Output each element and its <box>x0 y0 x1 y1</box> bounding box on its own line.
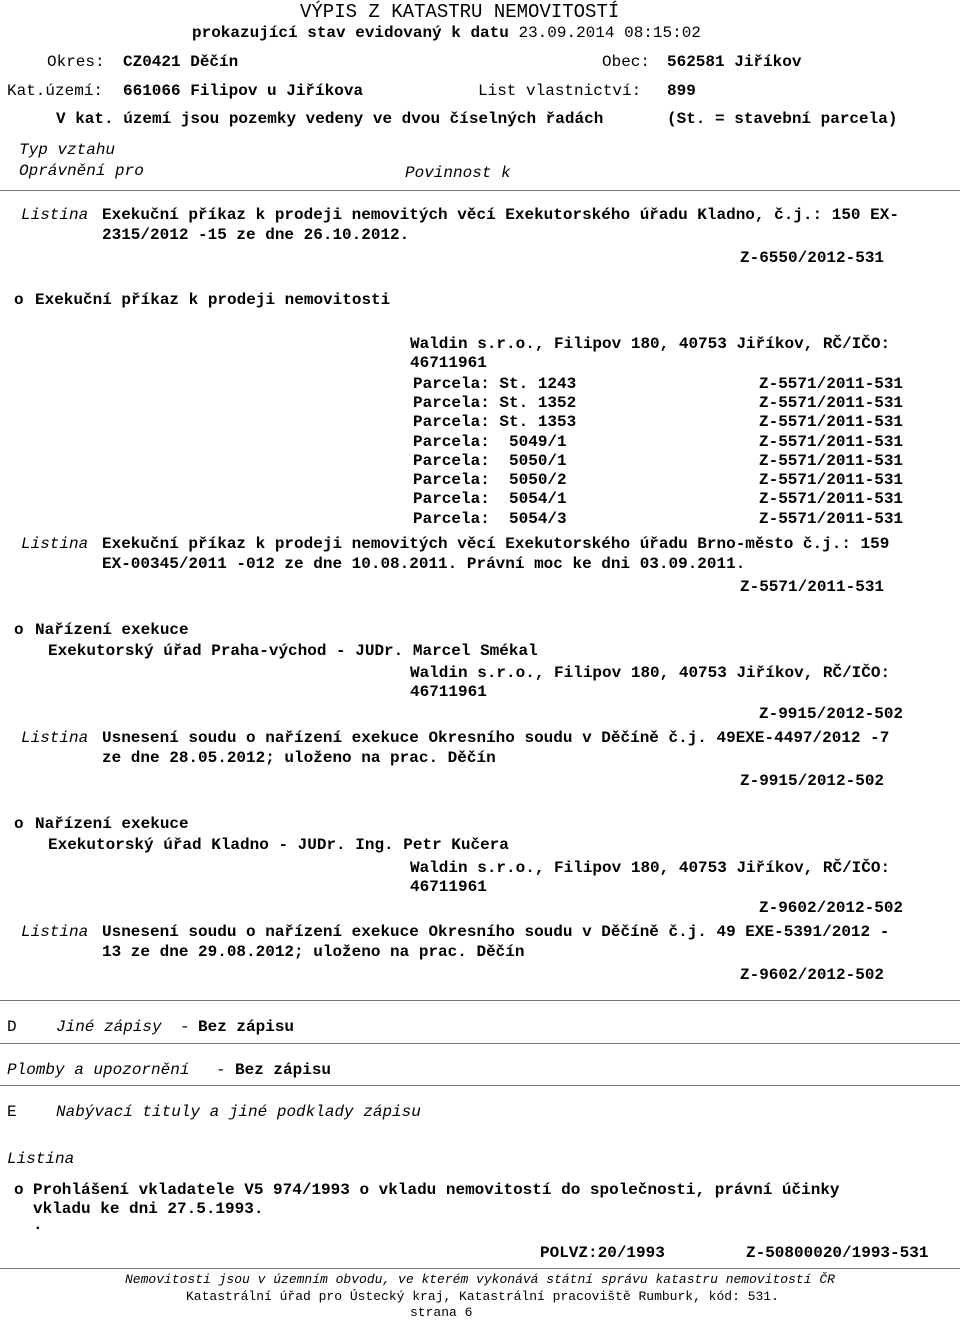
okres-label: Okres: <box>47 53 105 71</box>
parcel-label: Parcela: 5050/2 <box>413 471 567 489</box>
footer-line1: Nemovitosti jsou v územním obvodu, ve kterém vykonává státní správu katastru nemovitostí ČR <box>125 1272 835 1287</box>
section-d-value: Bez zápisu <box>198 1018 295 1036</box>
column-typ: Typ vztahu <box>19 141 116 159</box>
parcel-label: Parcela: 5054/1 <box>413 490 567 508</box>
entry3-heading: Nařízení exekuce <box>35 621 189 639</box>
obec-label: Obec: <box>602 53 651 71</box>
entry4-owner-ref: Z-9602/2012-502 <box>759 899 904 917</box>
entry3-owner-line2: 46711961 <box>410 683 487 701</box>
parcel-note: (St. = stavební parcela) <box>667 110 898 128</box>
katuzemi-value: 661066 Filipov u Jiříkova <box>123 82 364 100</box>
subtitle <box>192 25 701 41</box>
section-e-listina: Listina <box>7 1150 75 1168</box>
subtitle-label: prokazující stav evidovaný k datu <box>192 24 509 42</box>
numbering-note: V kat. území jsou pozemky vedeny ve dvou číselných řadách <box>56 110 604 128</box>
parcel-ref: Z-5571/2011-531 <box>759 433 904 451</box>
column-opravneni: Oprávnění pro <box>19 162 144 180</box>
section-divider <box>0 1085 960 1086</box>
okres-value: CZ0421 Děčín <box>123 53 239 71</box>
parcel-label: Parcela: 5050/1 <box>413 452 567 470</box>
entry4-heading: Nařízení exekuce <box>35 815 189 833</box>
entry3-listina-line1: Usnesení soudu o nařízení exekuce Okresního soudu v Děčíně č.j. 49EXE-4497/2012 -7 <box>102 729 890 747</box>
section-e-ref: Z-50800020/1993-531 <box>746 1244 929 1262</box>
parcel-label: Parcela: St. 1353 <box>413 413 577 431</box>
entry3-ref: Z-9915/2012-502 <box>740 772 885 790</box>
section-e-polvz: POLVZ:20/1993 <box>540 1244 665 1262</box>
bullet: o <box>14 621 24 639</box>
entry1-heading: Exekuční příkaz k prodeji nemovitosti <box>35 291 391 309</box>
section-e-item-line2: vkladu ke dni 27.5.1993. <box>33 1200 264 1218</box>
section-e-item-line1: Prohlášení vkladatele V5 974/1993 o vkladu nemovitostí do společnosti, právní účinky <box>33 1181 840 1199</box>
document-title: VÝPIS Z KATASTRU NEMOVITOSTÍ <box>300 1 620 23</box>
entry4-listina-line2: 13 ze dne 29.08.2012; uloženo na prac. Děčín <box>102 943 525 961</box>
bullet: o <box>14 291 24 309</box>
parcel-label: Parcela: 5054/3 <box>413 510 567 528</box>
entry3-owner-ref: Z-9915/2012-502 <box>759 705 904 723</box>
parcel-ref: Z-5571/2011-531 <box>759 490 904 508</box>
plomby-dash: - <box>216 1061 226 1079</box>
listina-label: Listina <box>21 206 89 224</box>
obec-value: 562581 Jiříkov <box>667 53 802 71</box>
entry1-owner-line1: Waldin s.r.o., Filipov 180, 40753 Jiříkov, RČ/IČO: <box>410 335 891 353</box>
parcel-ref: Z-5571/2011-531 <box>759 413 904 431</box>
entry3-listina-line2: ze dne 28.05.2012; uloženo na prac. Děčín <box>102 749 496 767</box>
parcel-ref: Z-5571/2011-531 <box>759 375 904 393</box>
entry1-listina-line2: 2315/2012 -15 ze dne 26.10.2012. <box>102 226 410 244</box>
entry2-listina-line1: Exekuční příkaz k prodeji nemovitých věcí Exekutorského úřadu Brno-město č.j.: 159 <box>102 535 890 553</box>
bullet: o <box>14 815 24 833</box>
entry4-ref: Z-9602/2012-502 <box>740 966 885 984</box>
parcel-label: Parcela: 5049/1 <box>413 433 567 451</box>
entry4-owner-line2: 46711961 <box>410 878 487 896</box>
footer-page: strana 6 <box>410 1305 473 1320</box>
entry3-office: Exekutorský úřad Praha-východ - JUDr. Marcel Smékal <box>48 642 538 660</box>
section-e-letter: E <box>7 1103 17 1121</box>
entry1-ref: Z-6550/2012-531 <box>740 249 885 267</box>
entry4-office: Exekutorský úřad Kladno - JUDr. Ing. Petr Kučera <box>48 836 509 854</box>
listina-label: Listina <box>21 535 89 553</box>
section-d-dash: - <box>180 1018 190 1036</box>
lv-value: 899 <box>667 82 696 100</box>
parcel-ref: Z-5571/2011-531 <box>759 471 904 489</box>
parcel-ref: Z-5571/2011-531 <box>759 452 904 470</box>
entry1-listina-line1: Exekuční příkaz k prodeji nemovitých věcí Exekutorského úřadu Kladno, č.j.: 150 EX- <box>102 206 899 224</box>
entry1-owner-line2: 46711961 <box>410 354 487 372</box>
section-d-title: Jiné zápisy <box>56 1018 162 1036</box>
section-divider <box>0 1043 960 1044</box>
section-e-item-line3: . <box>33 1216 43 1234</box>
parcel-label: Parcela: St. 1352 <box>413 394 577 412</box>
column-povinnost: Povinnost k <box>405 164 511 182</box>
entry4-listina-line1: Usnesení soudu o nařízení exekuce Okresního soudu v Děčíně č.j. 49 EXE-5391/2012 - <box>102 923 890 941</box>
plomby-value: Bez zápisu <box>235 1061 332 1079</box>
lv-label: List vlastnictví: <box>478 82 642 100</box>
section-e-title: Nabývací tituly a jiné podklady zápisu <box>56 1103 421 1121</box>
entry4-owner-line1: Waldin s.r.o., Filipov 180, 40753 Jiříkov, RČ/IČO: <box>410 859 891 877</box>
section-d-letter: D <box>7 1018 17 1036</box>
entry2-listina-line2: EX-00345/2011 -012 ze dne 10.08.2011. Právní moc ke dni 03.09.2011. <box>102 555 746 573</box>
parcel-ref: Z-5571/2011-531 <box>759 394 904 412</box>
entry3-owner-line1: Waldin s.r.o., Filipov 180, 40753 Jiříkov, RČ/IČO: <box>410 664 891 682</box>
header-divider <box>0 190 960 191</box>
footer-line2: Katastrální úřad pro Ústecký kraj, Katastrální pracoviště Rumburk, kód: 531. <box>186 1289 779 1304</box>
listina-label: Listina <box>21 729 89 747</box>
footer-divider <box>0 1268 960 1269</box>
bullet: o <box>14 1181 24 1199</box>
entry2-ref: Z-5571/2011-531 <box>740 578 885 596</box>
parcel-label: Parcela: St. 1243 <box>413 375 577 393</box>
katuzemi-label: Kat.území: <box>7 82 104 100</box>
listina-label: Listina <box>21 923 89 941</box>
section-divider <box>0 1000 960 1001</box>
parcel-ref: Z-5571/2011-531 <box>759 510 904 528</box>
plomby-title: Plomby a upozornění <box>7 1061 190 1079</box>
subtitle-date: 23.09.2014 08:15:02 <box>518 24 701 42</box>
